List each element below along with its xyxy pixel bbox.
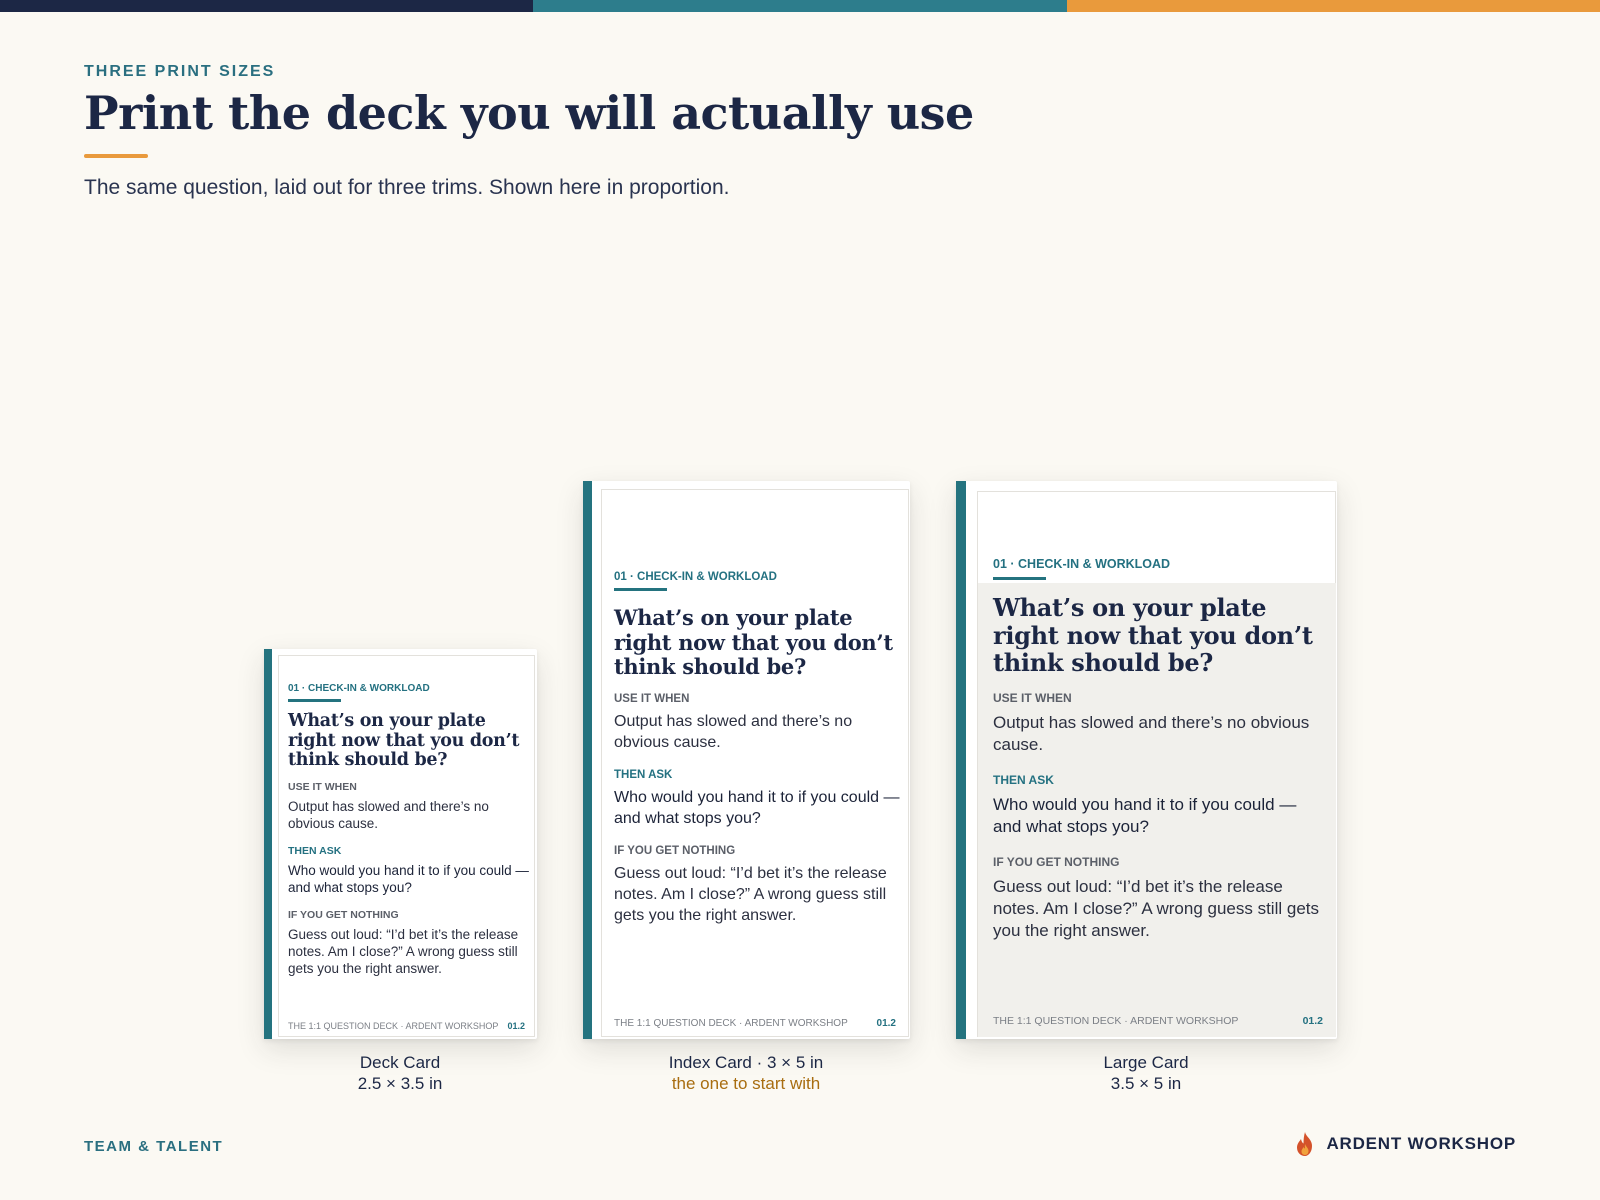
top-bar-navy-segment <box>0 0 533 12</box>
card-question: What’s on your plate right now that you don’t think should be? <box>614 605 893 679</box>
card-nothing-label: IF YOU GET NOTHING <box>993 854 1120 869</box>
card-nothing-text: Guess out loud: “I’d bet it’s the release notes. Am I close?” A wrong guess still gets you the right answer. <box>993 876 1319 940</box>
eyebrow-label: THREE PRINT SIZES <box>84 63 276 80</box>
card-ask-text: Who would you hand it to if you could — and what stops you? <box>288 862 529 895</box>
large-card-preview <box>956 481 1337 1039</box>
card-content <box>288 683 532 990</box>
page-subtitle: The same question, laid out for three trims. Shown here in proportion. <box>84 176 730 199</box>
card-spine <box>583 481 592 1039</box>
card-tag-rule <box>288 699 341 702</box>
title-underline <box>84 154 148 158</box>
card-nothing-text: Guess out loud: “I’d bet it’s the release notes. Am I close?” A wrong guess still gets you the right answer. <box>288 926 519 976</box>
card-footer-left: THE 1:1 QUESTION DECK · ARDENT WORKSHOP <box>614 1018 848 1029</box>
card-nothing-label: IF YOU GET NOTHING <box>288 908 399 921</box>
card-use-label: USE IT WHEN <box>614 692 690 705</box>
card-category-tag: 01 · CHECK-IN & WORKLOAD <box>614 571 777 583</box>
caption-name: Deck Card <box>359 1053 441 1072</box>
card-ask-text: Who would you hand it to if you could — and what stops you? <box>993 794 1297 836</box>
deck-card-preview <box>264 649 537 1039</box>
brand-mark <box>1294 1131 1516 1157</box>
card-content <box>614 571 900 942</box>
card-spine <box>956 481 966 1039</box>
card-ask-label: THEN ASK <box>614 768 673 781</box>
card-footer <box>288 1021 525 1031</box>
deck-card-caption <box>250 1052 550 1094</box>
card-tag-rule <box>614 588 667 591</box>
card-use-text: Output has slowed and there’s no obvious cause. <box>288 798 489 831</box>
card-footer-left: THE 1:1 QUESTION DECK · ARDENT WORKSHOP <box>288 1021 499 1031</box>
card-question: What’s on your plate right now that you don’t think should be? <box>288 711 520 770</box>
caption-size: 3.5 × 5 in <box>1110 1074 1182 1093</box>
card-footer <box>614 1018 896 1029</box>
card-ask-label: THEN ASK <box>993 772 1054 787</box>
top-color-bar <box>0 0 1600 12</box>
card-tag-rule <box>993 577 1046 580</box>
top-bar-teal-segment <box>533 0 1067 12</box>
card-question: What’s on your plate right now that you don’t think should be? <box>993 593 1313 677</box>
card-use-label: USE IT WHEN <box>288 780 357 793</box>
card-footer-number: 01.2 <box>507 1021 525 1031</box>
card-use-text: Output has slowed and there’s no obvious cause. <box>993 712 1310 754</box>
index-card-caption <box>596 1052 896 1094</box>
card-nothing-label: IF YOU GET NOTHING <box>614 844 736 857</box>
page-title: Print the deck you will actually use <box>84 86 974 140</box>
card-nothing-text: Guess out loud: “I’d bet it’s the release notes. Am I close?” A wrong guess still gets you the right answer. <box>614 864 887 924</box>
caption-name: Index Card · 3 × 5 in <box>668 1053 824 1072</box>
card-spine <box>264 649 272 1039</box>
caption-name: Large Card <box>1103 1053 1189 1072</box>
card-use-label: USE IT WHEN <box>993 690 1072 705</box>
card-footer-number: 01.2 <box>876 1018 896 1029</box>
card-footer-left: THE 1:1 QUESTION DECK · ARDENT WORKSHOP <box>993 1015 1239 1027</box>
flame-icon <box>1294 1131 1316 1157</box>
index-card-preview <box>583 481 910 1039</box>
caption-size: 2.5 × 3.5 in <box>357 1074 443 1093</box>
card-footer-number: 01.2 <box>1302 1015 1323 1027</box>
brand-name: ARDENT WORKSHOP <box>1326 1134 1516 1153</box>
card-ask-label: THEN ASK <box>288 844 342 857</box>
card-category-tag: 01 · CHECK-IN & WORKLOAD <box>993 557 1171 571</box>
card-category-tag: 01 · CHECK-IN & WORKLOAD <box>288 683 430 694</box>
card-content <box>993 557 1329 959</box>
card-footer <box>993 1015 1323 1027</box>
card-ask-text: Who would you hand it to if you could — and what stops you? <box>614 788 900 827</box>
card-use-text: Output has slowed and there’s no obvious cause. <box>614 712 853 751</box>
large-card-caption <box>996 1052 1296 1094</box>
caption-recommendation: the one to start with <box>671 1074 821 1093</box>
footer-section-label: TEAM & TALENT <box>84 1138 224 1155</box>
top-bar-orange-segment <box>1067 0 1600 12</box>
